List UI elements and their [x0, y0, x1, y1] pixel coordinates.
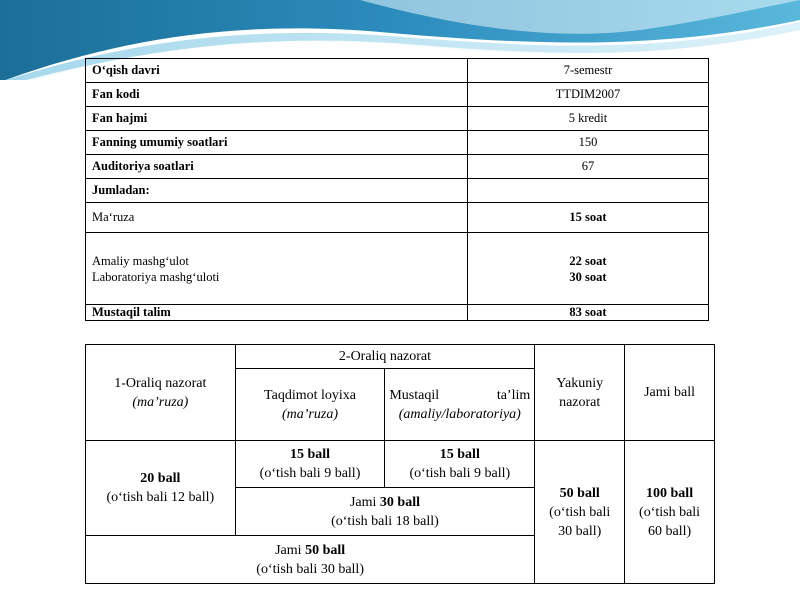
- row-value: 7-semestr: [468, 59, 709, 83]
- table-row: [86, 345, 715, 369]
- table-row: [86, 179, 709, 203]
- row-label: Jumladan:: [86, 179, 468, 203]
- row-value: [468, 233, 709, 305]
- score-cell-presentation: [235, 441, 385, 488]
- header-title: Yakuniy nazorat: [556, 375, 604, 410]
- table-row: [86, 131, 709, 155]
- score-cell-independent-study: [385, 441, 535, 488]
- header-title: Taqdimot loyixa: [264, 387, 356, 403]
- table-row: [86, 305, 709, 321]
- header-title-word: Mustaqil: [389, 387, 440, 403]
- row-label: Fanning umumiy soatlari: [86, 131, 468, 155]
- pass-score: (o‘tish bali 12 ball): [106, 490, 215, 505]
- total-prefix: Jami: [275, 542, 306, 558]
- row-label: [86, 233, 468, 305]
- score-value: 30 ball: [379, 494, 420, 510]
- score-cell-final: [535, 441, 625, 584]
- row-value: [468, 179, 709, 203]
- score-value: 100 ball: [646, 485, 694, 501]
- table-row: [86, 441, 715, 488]
- row-label: Ma‘ruza: [86, 203, 468, 233]
- score-value: 15 ball: [439, 447, 480, 462]
- score-value: 20 ball: [140, 471, 181, 486]
- row-value: TTDIM2007: [468, 83, 709, 107]
- score-value: 15 ball: [289, 447, 331, 462]
- pass-score: 60 ball): [647, 523, 692, 539]
- row-value: 5 kredit: [468, 107, 709, 131]
- row-label: Mustaqil talim: [86, 305, 468, 321]
- table-row: [86, 233, 709, 305]
- row-label-line: Laboratoriya mashg‘uloti: [92, 269, 220, 284]
- total-prefix: Jami: [349, 494, 380, 510]
- row-label: O‘qish davri: [86, 59, 468, 83]
- header-subtitle: (ma’ruza): [282, 406, 338, 422]
- header-cell-independent-study: [385, 369, 535, 441]
- header-cell-midterm-2: 2-Oraliq nazorat: [235, 345, 535, 369]
- row-label: Fan hajmi: [86, 107, 468, 131]
- table-row: [86, 107, 709, 131]
- row-value: 15 soat: [468, 203, 709, 233]
- header-subtitle: (ma’ruza): [132, 394, 189, 410]
- row-label: Fan kodi: [86, 83, 468, 107]
- header-cell-midterm-1: [86, 345, 236, 441]
- row-value: 150: [468, 131, 709, 155]
- row-value-line: 30 soat: [569, 269, 607, 284]
- header-cell-total: Jami ball: [625, 345, 715, 441]
- score-value: 50 ball: [559, 485, 600, 501]
- score-cell-midterm-2-total: [235, 488, 535, 536]
- row-label-line: Amaliy mashg‘ulot: [92, 253, 189, 268]
- row-value: 83 soat: [468, 305, 709, 321]
- pass-score: (o‘tish bali 18 ball): [331, 513, 439, 529]
- score-value: 50 ball: [305, 542, 346, 558]
- score-total-line: [240, 493, 531, 512]
- header-subtitle: (amaliy/laboratoriya): [398, 406, 521, 422]
- pass-score: (o‘tish bali 9 ball): [409, 466, 511, 481]
- score-cell-midterm-1: [86, 441, 236, 536]
- header-title: 1-Oraliq nazorat: [114, 375, 207, 391]
- header-cell-final: [535, 345, 625, 441]
- pass-score: (o‘tish bali: [639, 504, 701, 520]
- pass-score: (o‘tish bali 30 ball): [256, 561, 364, 577]
- pass-score: (o‘tish bali: [549, 504, 611, 520]
- row-value: 67: [468, 155, 709, 179]
- table-row: [86, 83, 709, 107]
- score-cell-midterms-total: [86, 536, 535, 584]
- pass-score: 30 ball): [558, 523, 602, 539]
- row-value-line: 22 soat: [569, 253, 607, 268]
- grading-table: [85, 344, 715, 584]
- header-title-word: ta’lim: [496, 387, 531, 403]
- table-row: [86, 59, 709, 83]
- table-row: [86, 203, 709, 233]
- score-cell-total: [625, 441, 715, 584]
- pass-score: (o‘tish bali 9 ball): [259, 466, 361, 481]
- header-title: [389, 386, 530, 405]
- score-total-line: [90, 541, 530, 560]
- course-info-table: [85, 58, 709, 321]
- row-label: Auditoriya soatlari: [86, 155, 468, 179]
- header-cell-presentation: [235, 369, 385, 441]
- table-row: [86, 155, 709, 179]
